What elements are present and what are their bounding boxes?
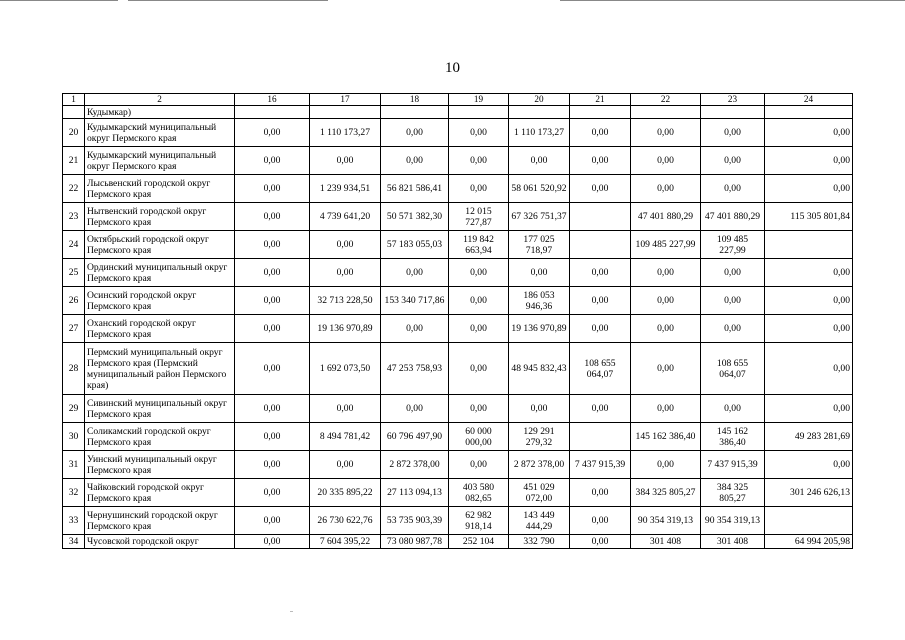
column-header: 22 — [631, 94, 701, 106]
cell-name: Ординский муниципальный округ Пермского края — [85, 259, 235, 287]
header-row — [63, 94, 853, 106]
cell-number: 28 — [63, 343, 85, 395]
cell-c21: 0,00 — [570, 147, 631, 175]
cell-c22: 301 408 — [631, 535, 701, 549]
cell-c18: 47 253 758,93 — [381, 343, 449, 395]
cell-c24: 64 994 205,98 — [765, 535, 853, 549]
column-header: 16 — [235, 94, 310, 106]
cell-c20: 129 291 279,32 — [509, 423, 570, 451]
cell-c16: 0,00 — [235, 507, 310, 535]
cell-c16: 0,00 — [235, 315, 310, 343]
cell-c22: 0,00 — [631, 175, 701, 203]
table-row — [63, 479, 853, 507]
cell-number: 31 — [63, 451, 85, 479]
cell-c21 — [570, 231, 631, 259]
table-row — [63, 423, 853, 451]
cell-c17: 19 136 970,89 — [310, 315, 381, 343]
cell-name: Чернушинский городской округ Пермского края — [85, 507, 235, 535]
cell-c23: 0,00 — [701, 119, 765, 147]
cell-name: Пермский муниципальный округ Пермского края (Пермский муниципальный район Пермского края) — [85, 343, 235, 395]
cell-c20: 67 326 751,37 — [509, 203, 570, 231]
cell-c22: 0,00 — [631, 287, 701, 315]
cell-c20: 0,00 — [509, 395, 570, 423]
cell-c21 — [570, 203, 631, 231]
cell-name: Нытвенский городской округ Пермского края — [85, 203, 235, 231]
cell-c23: 0,00 — [701, 259, 765, 287]
cell-c18: 153 340 717,86 — [381, 287, 449, 315]
cell-c18: 53 735 903,39 — [381, 507, 449, 535]
cell-c22: 109 485 227,99 — [631, 231, 701, 259]
cell-c22: 384 325 805,27 — [631, 479, 701, 507]
cell-c17: 0,00 — [310, 147, 381, 175]
cell-c22: 145 162 386,40 — [631, 423, 701, 451]
scan-mark — [290, 611, 293, 612]
cell-c23: 145 162 386,40 — [701, 423, 765, 451]
cell-name: Кудымкарский муниципальный округ Пермского края — [85, 119, 235, 147]
table-row — [63, 535, 853, 549]
cell-number: 34 — [63, 535, 85, 549]
cell-name: Сивинский муниципальный округ Пермского края — [85, 395, 235, 423]
cell-number: 33 — [63, 507, 85, 535]
cell-name: Уинский муниципальный округ Пермского края — [85, 451, 235, 479]
cell-c18: 0,00 — [381, 259, 449, 287]
cell-c17: 0,00 — [310, 259, 381, 287]
scan-edge-line — [560, 0, 905, 1]
cell-c24: 0,00 — [765, 147, 853, 175]
cell-c22: 0,00 — [631, 147, 701, 175]
cell-c23: 0,00 — [701, 287, 765, 315]
cell-c16: 0,00 — [235, 175, 310, 203]
cell-c18: 60 796 497,90 — [381, 423, 449, 451]
cell-c22: 0,00 — [631, 119, 701, 147]
column-header: 18 — [381, 94, 449, 106]
cell-name: Осинский городской округ Пермского края — [85, 287, 235, 315]
cell-c21: 0,00 — [570, 119, 631, 147]
scan-edge-line — [128, 0, 328, 1]
cell-c16: 0,00 — [235, 535, 310, 549]
table-row — [63, 175, 853, 203]
cell-c19: 0,00 — [449, 451, 509, 479]
cell-c16: 0,00 — [235, 231, 310, 259]
cell-c17: 0,00 — [310, 231, 381, 259]
cell-c24: 0,00 — [765, 119, 853, 147]
cell-c19: 119 842 663,94 — [449, 231, 509, 259]
column-header: 24 — [765, 94, 853, 106]
table-row — [63, 451, 853, 479]
cell-c20: 143 449 444,29 — [509, 507, 570, 535]
cell-c20: 1 110 173,27 — [509, 119, 570, 147]
table-row — [63, 507, 853, 535]
cell-c20: 48 945 832,43 — [509, 343, 570, 395]
budget-table — [62, 93, 853, 549]
table-row — [63, 203, 853, 231]
cell-c16: 0,00 — [235, 147, 310, 175]
cell-c22: 90 354 319,13 — [631, 507, 701, 535]
cell-c16: 0,00 — [235, 287, 310, 315]
cell-name: Чайковский городской округ Пермского края — [85, 479, 235, 507]
cell-number: 20 — [63, 119, 85, 147]
cell-c19: 12 015 727,87 — [449, 203, 509, 231]
cell-c18: 0,00 — [381, 395, 449, 423]
cell-c23: 0,00 — [701, 315, 765, 343]
cell-c20: 0,00 — [509, 259, 570, 287]
cell-c23: 0,00 — [701, 175, 765, 203]
cell-c22: 47 401 880,29 — [631, 203, 701, 231]
cell-c23: 47 401 880,29 — [701, 203, 765, 231]
cell-c23: 109 485 227,99 — [701, 231, 765, 259]
cell-c20: 0,00 — [509, 147, 570, 175]
cell-c24: 301 246 626,13 — [765, 479, 853, 507]
cell-c19: 0,00 — [449, 315, 509, 343]
column-header: 17 — [310, 94, 381, 106]
cell-c17: 20 335 895,22 — [310, 479, 381, 507]
cell-c21: 0,00 — [570, 287, 631, 315]
cell-c18: 57 183 055,03 — [381, 231, 449, 259]
cell-number: 25 — [63, 259, 85, 287]
cell-number: 22 — [63, 175, 85, 203]
cell-c19: 60 000 000,00 — [449, 423, 509, 451]
cell-c16: 0,00 — [235, 119, 310, 147]
cell-c22: 0,00 — [631, 315, 701, 343]
cell-c22: 0,00 — [631, 451, 701, 479]
cell-c19: 0,00 — [449, 147, 509, 175]
cell-c24: 0,00 — [765, 315, 853, 343]
cell-c24: 0,00 — [765, 259, 853, 287]
table-row — [63, 147, 853, 175]
cell-c20: 451 029 072,00 — [509, 479, 570, 507]
column-header: 23 — [701, 94, 765, 106]
cell-c17: 0,00 — [310, 395, 381, 423]
cell-c23: 301 408 — [701, 535, 765, 549]
cell-c17: 0,00 — [310, 451, 381, 479]
cell-name: Лысьвенский городской округ Пермского края — [85, 175, 235, 203]
cell-c20: 177 025 718,97 — [509, 231, 570, 259]
cell-c17: 7 604 395,22 — [310, 535, 381, 549]
cell-c19: 252 104 — [449, 535, 509, 549]
cell-c17: 1 692 073,50 — [310, 343, 381, 395]
cell-number: 21 — [63, 147, 85, 175]
cell-c18: 2 872 378,00 — [381, 451, 449, 479]
cell-c16: 0,00 — [235, 479, 310, 507]
cell-c24: 0,00 — [765, 343, 853, 395]
table-row — [63, 287, 853, 315]
cell-c23: 384 325 805,27 — [701, 479, 765, 507]
cell-number: 32 — [63, 479, 85, 507]
cell-c18: 0,00 — [381, 147, 449, 175]
cell-name: Оханский городской округ Пермского края — [85, 315, 235, 343]
cell-c17: 1 110 173,27 — [310, 119, 381, 147]
cell-c18: 0,00 — [381, 119, 449, 147]
page-number: 10 — [445, 60, 460, 76]
cell-c18: 73 080 987,78 — [381, 535, 449, 549]
cell-c16: 0,00 — [235, 343, 310, 395]
cell-c18: 56 821 586,41 — [381, 175, 449, 203]
cell-c17: 1 239 934,51 — [310, 175, 381, 203]
cell-number: 23 — [63, 203, 85, 231]
column-header: 1 — [63, 94, 85, 106]
table-header — [63, 94, 853, 106]
cell-c21 — [570, 423, 631, 451]
cell-c20: 19 136 970,89 — [509, 315, 570, 343]
cell-c22: 0,00 — [631, 259, 701, 287]
cell-c16: 0,00 — [235, 451, 310, 479]
cell-c21: 108 655 064,07 — [570, 343, 631, 395]
cell-c24: 0,00 — [765, 395, 853, 423]
cell-name: Кудымкарский муниципальный округ Пермского края — [85, 147, 235, 175]
cell-c16: 0,00 — [235, 259, 310, 287]
cell-c22: 0,00 — [631, 343, 701, 395]
cell-c20: 332 790 — [509, 535, 570, 549]
cell-number: 26 — [63, 287, 85, 315]
cell-name: Соликамский городской округ Пермского края — [85, 423, 235, 451]
continuation-row — [63, 106, 853, 119]
cell-c19: 0,00 — [449, 175, 509, 203]
table-row — [63, 395, 853, 423]
cell-c16: 0,00 — [235, 423, 310, 451]
cell-c20: 2 872 378,00 — [509, 451, 570, 479]
cell-c17: 26 730 622,76 — [310, 507, 381, 535]
cell-c20: 186 053 946,36 — [509, 287, 570, 315]
cell-c23: 7 437 915,39 — [701, 451, 765, 479]
cell-number: 27 — [63, 315, 85, 343]
cell-c18: 50 571 382,30 — [381, 203, 449, 231]
cell-c24: 0,00 — [765, 287, 853, 315]
cell-c23: 0,00 — [701, 147, 765, 175]
cell-c23: 108 655 064,07 — [701, 343, 765, 395]
column-header: 19 — [449, 94, 509, 106]
cell-c19: 0,00 — [449, 287, 509, 315]
cell-c22: 0,00 — [631, 395, 701, 423]
cell-c21: 0,00 — [570, 507, 631, 535]
cell-c20: 58 061 520,92 — [509, 175, 570, 203]
cell-number: 29 — [63, 395, 85, 423]
cell-c21: 0,00 — [570, 315, 631, 343]
cell-number: 30 — [63, 423, 85, 451]
cell-c23: 90 354 319,13 — [701, 507, 765, 535]
cell-c19: 0,00 — [449, 343, 509, 395]
cell-c19: 62 982 918,14 — [449, 507, 509, 535]
cell-c21: 7 437 915,39 — [570, 451, 631, 479]
cell-c24: 0,00 — [765, 451, 853, 479]
cell-c19: 0,00 — [449, 395, 509, 423]
cell-c21: 0,00 — [570, 395, 631, 423]
cell-c17: 4 739 641,20 — [310, 203, 381, 231]
cell-c21: 0,00 — [570, 259, 631, 287]
cell-c24 — [765, 231, 853, 259]
cell-c18: 27 113 094,13 — [381, 479, 449, 507]
cell-c24 — [765, 507, 853, 535]
cell-c24: 115 305 801,84 — [765, 203, 853, 231]
column-header: 21 — [570, 94, 631, 106]
cell-c17: 32 713 228,50 — [310, 287, 381, 315]
cell-c21: 0,00 — [570, 535, 631, 549]
cell-c19: 403 580 082,65 — [449, 479, 509, 507]
cell-name: Кудымкар) — [85, 106, 235, 119]
cell-c21: 0,00 — [570, 479, 631, 507]
cell-c17: 8 494 781,42 — [310, 423, 381, 451]
cell-name: Октябрьский городской округ Пермского края — [85, 231, 235, 259]
table-row — [63, 343, 853, 395]
column-header: 20 — [509, 94, 570, 106]
table-row — [63, 119, 853, 147]
cell-number: 24 — [63, 231, 85, 259]
scan-edge-line — [0, 0, 118, 1]
cell-c24: 0,00 — [765, 175, 853, 203]
cell-c16: 0,00 — [235, 203, 310, 231]
cell-c16: 0,00 — [235, 395, 310, 423]
cell-c18: 0,00 — [381, 315, 449, 343]
cell-c19: 0,00 — [449, 259, 509, 287]
cell-c21: 0,00 — [570, 175, 631, 203]
table-body — [63, 106, 853, 549]
table-row — [63, 259, 853, 287]
cell-number — [63, 106, 85, 119]
column-header: 2 — [85, 94, 235, 106]
table-row — [63, 315, 853, 343]
cell-c24: 49 283 281,69 — [765, 423, 853, 451]
table-row — [63, 231, 853, 259]
cell-name: Чусовской городской округ — [85, 535, 235, 549]
cell-c19: 0,00 — [449, 119, 509, 147]
cell-c23: 0,00 — [701, 395, 765, 423]
